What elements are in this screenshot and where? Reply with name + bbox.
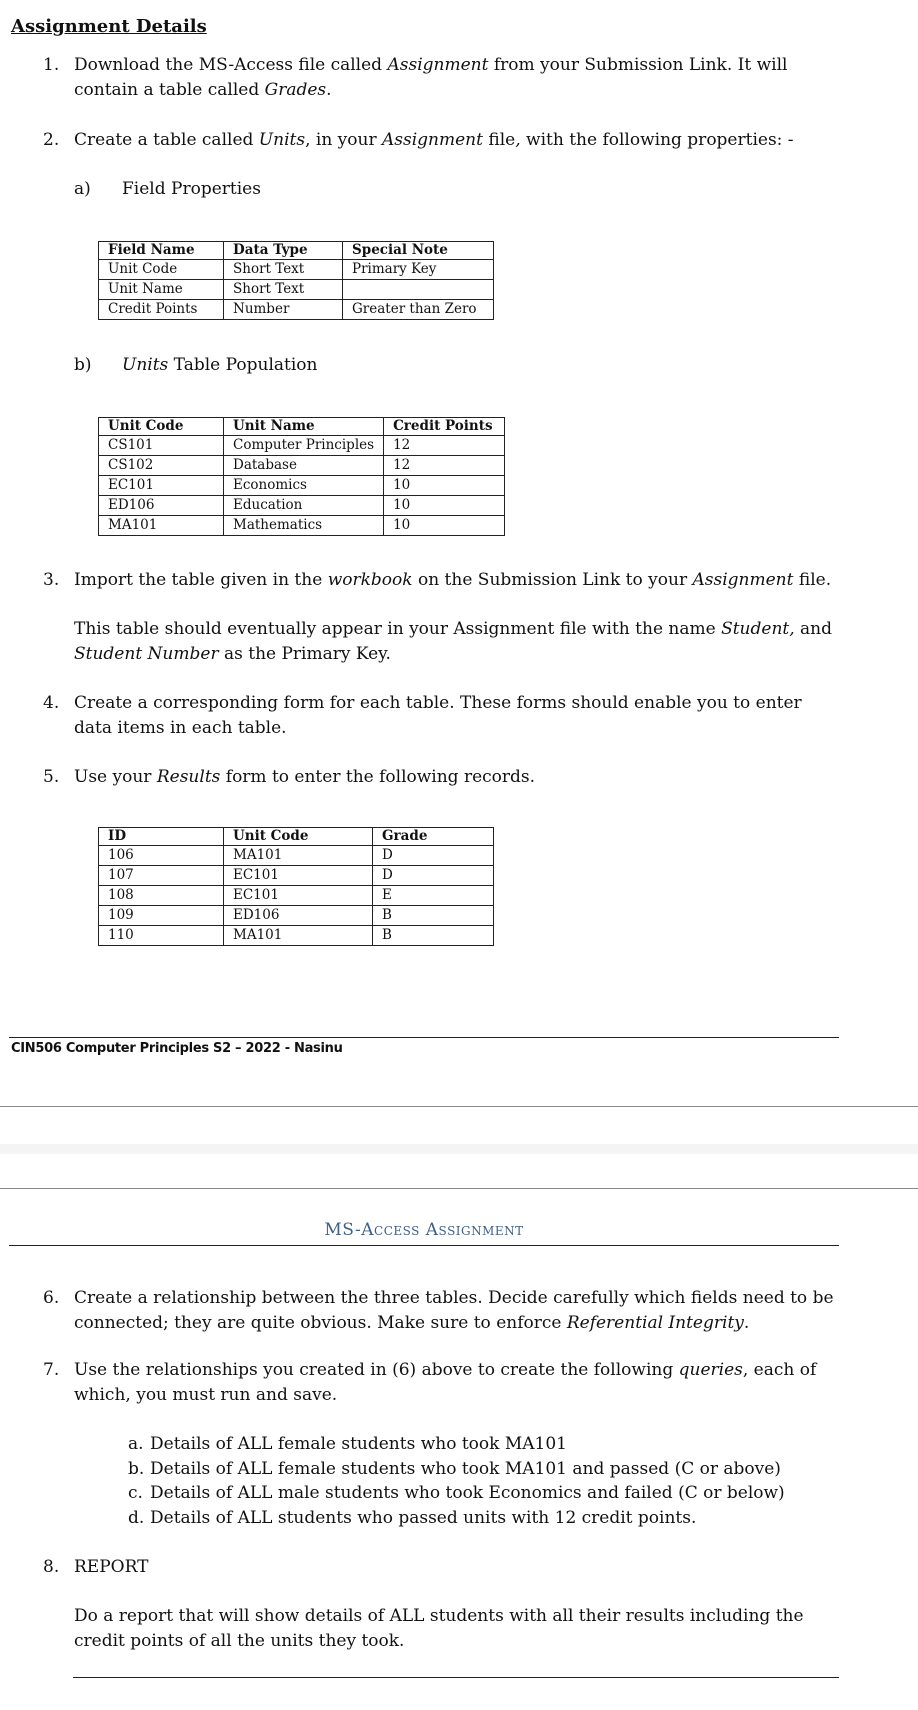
table-row [99, 436, 505, 456]
results-records-table [98, 827, 494, 946]
sub-heading-a: a) Field Properties [74, 179, 261, 199]
table-row [99, 260, 494, 280]
column-header: Unit Code [224, 828, 373, 846]
table-cell: Short Text [224, 260, 343, 280]
table-header-row [99, 242, 494, 260]
item-number: 4. [43, 693, 60, 713]
item-text: Import the table given in the workbook on the Submission Link to your Assignment file. [74, 570, 832, 590]
column-header: Special Note [343, 242, 494, 260]
item-text: Create a relationship between the three tables. Decide carefully which fields need to be connected; they are quite obvious. Make sure to enforce Referential Integrity. [74, 1288, 834, 1333]
table-row [99, 886, 494, 906]
table-cell: D [373, 846, 494, 866]
footer-divider [9, 1037, 839, 1038]
table-cell: 107 [99, 866, 224, 886]
item-text: Use the relationships you created in (6) above to create the following queries, each of which, you must run and save. [74, 1360, 817, 1405]
table-header-row [99, 418, 505, 436]
table-cell [343, 280, 494, 300]
table-cell: Unit Name [99, 280, 224, 300]
table-cell: Primary Key [343, 260, 494, 280]
page-break-line [0, 1106, 918, 1107]
table-cell: 109 [99, 906, 224, 926]
list-item: c. Details of ALL male students who took Economics and failed (C or below) [128, 1483, 785, 1503]
table-row [99, 866, 494, 886]
page-break-line [0, 1188, 918, 1189]
item-number: 8. [43, 1557, 60, 1577]
table-cell: B [373, 926, 494, 946]
column-header: ID [99, 828, 224, 846]
table-cell: Unit Code [99, 260, 224, 280]
table-cell: Mathematics [224, 516, 384, 536]
table-cell: E [373, 886, 494, 906]
table-cell: Computer Principles [224, 436, 384, 456]
table-cell: 110 [99, 926, 224, 946]
column-header: Credit Points [384, 418, 505, 436]
table-cell: Greater than Zero [343, 300, 494, 320]
item-number: 6. [43, 1288, 60, 1308]
item-text: Do a report that will show details of ALL students with all their results including the credit points of all the units they took. [74, 1606, 804, 1651]
units-population-table [98, 417, 505, 536]
table-row [99, 906, 494, 926]
header-divider [9, 1245, 839, 1246]
table-cell: 10 [384, 496, 505, 516]
item-number: 1. [43, 55, 60, 75]
item-text: This table should eventually appear in your Assignment file with the name Student, and Student Number as the Primary Key. [74, 619, 833, 664]
sub-heading-b: b) Units Table Population [74, 355, 318, 375]
item-number: 2. [43, 130, 60, 150]
table-cell: ED106 [224, 906, 373, 926]
table-cell: 108 [99, 886, 224, 906]
list-item: d. Details of ALL students who passed units with 12 credit points. [128, 1507, 697, 1528]
table-cell: ED106 [99, 496, 224, 516]
table-row [99, 300, 494, 320]
page-gap [0, 1144, 918, 1154]
table-cell: Number [224, 300, 343, 320]
table-cell: 12 [384, 436, 505, 456]
queries-list [128, 1432, 848, 1530]
field-properties-table [98, 241, 494, 320]
table-row [99, 516, 505, 536]
table-cell: 10 [384, 516, 505, 536]
table-row [99, 846, 494, 866]
table-row [99, 280, 494, 300]
table-header-row [99, 828, 494, 846]
item-text: Create a table called Units, in your Assignment file, with the following properties: - [74, 130, 794, 150]
table-cell: EC101 [224, 866, 373, 886]
table-cell: 106 [99, 846, 224, 866]
table-cell: EC101 [224, 886, 373, 906]
table-row [99, 496, 505, 516]
item-number: 7. [43, 1360, 60, 1380]
table-row [99, 456, 505, 476]
table-cell: 12 [384, 456, 505, 476]
column-header: Field Name [99, 242, 224, 260]
bottom-divider [73, 1677, 839, 1678]
column-header: Unit Code [99, 418, 224, 436]
table-cell: CS101 [99, 436, 224, 456]
list-item: a. Details of ALL female students who took MA101 [128, 1434, 567, 1454]
table-cell: Short Text [224, 280, 343, 300]
table-cell: EC101 [99, 476, 224, 496]
item-title: REPORT [74, 1557, 149, 1577]
table-cell: Education [224, 496, 384, 516]
column-header: Data Type [224, 242, 343, 260]
page-header: MS-Access Assignment [324, 1220, 524, 1240]
table-row [99, 926, 494, 946]
table-cell: Economics [224, 476, 384, 496]
page-heading: Assignment Details [11, 16, 207, 37]
table-cell: MA101 [224, 846, 373, 866]
item-text: Download the MS-Access file called Assignment from your Submission Link. It will contain a table called Grades. [74, 55, 788, 100]
table-row [99, 476, 505, 496]
column-header: Unit Name [224, 418, 384, 436]
table-cell: Credit Points [99, 300, 224, 320]
list-item: b. Details of ALL female students who took MA101 and passed (C or above) [128, 1458, 781, 1479]
item-number: 3. [43, 570, 60, 590]
table-cell: MA101 [99, 516, 224, 536]
item-number: 5. [43, 767, 60, 787]
column-header: Grade [373, 828, 494, 846]
table-cell: 10 [384, 476, 505, 496]
item-text: Create a corresponding form for each table. These forms should enable you to enter data items in each table. [74, 693, 802, 738]
item-text: Use your Results form to enter the following records. [74, 767, 536, 787]
table-cell: MA101 [224, 926, 373, 946]
page-footer: CIN506 Computer Principles S2 – 2022 - Nasinu [11, 1041, 343, 1056]
table-cell: B [373, 906, 494, 926]
table-cell: CS102 [99, 456, 224, 476]
table-cell: D [373, 866, 494, 886]
table-cell: Database [224, 456, 384, 476]
